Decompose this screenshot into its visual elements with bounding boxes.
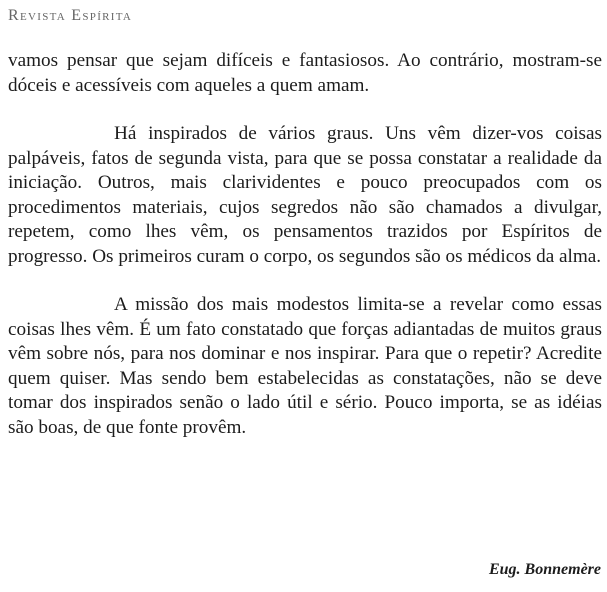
author-signature: Eug. Bonnemère: [488, 561, 601, 578]
paragraph-continuation: vamos pensar que sejam difíceis e fantasiosos. Ao contrário, mostram-se dóceis e acessíveis com aqueles a quem amam.: [8, 50, 602, 96]
article-body: [8, 49, 602, 464]
running-head: Revista Espírita: [8, 7, 133, 24]
paragraph-missao: A missão dos mais modestos limita-se a revelar como essas coisas lhes vêm. É um fato constatado que forças adiantadas de muitos graus vêm sobre nós, para nos dominar e nos inspirar. Para que o repetir? Acredite quem quiser. Mas sendo bem estabelecidas as constatações, não se deve tomar dos inspirados senão o lado útil e sério. Pouco importa, se as idéias são boas, de que fonte provêm.: [8, 294, 602, 438]
paragraph-inspirados: Há inspirados de vários graus. Uns vêm dizer-vos coisas palpáveis, fatos de segunda vista, para que se possa constatar a realidade da iniciação. Outros, mais clarividentes e pouco preocupados com os procedimentos materiais, cujos segredos não são chamados a divulgar, repetem, como lhes vêm, os pensamentos trazidos por Espíritos de progresso. Os primeiros curam o corpo, os segundos são os médicos da alma.: [8, 123, 602, 267]
